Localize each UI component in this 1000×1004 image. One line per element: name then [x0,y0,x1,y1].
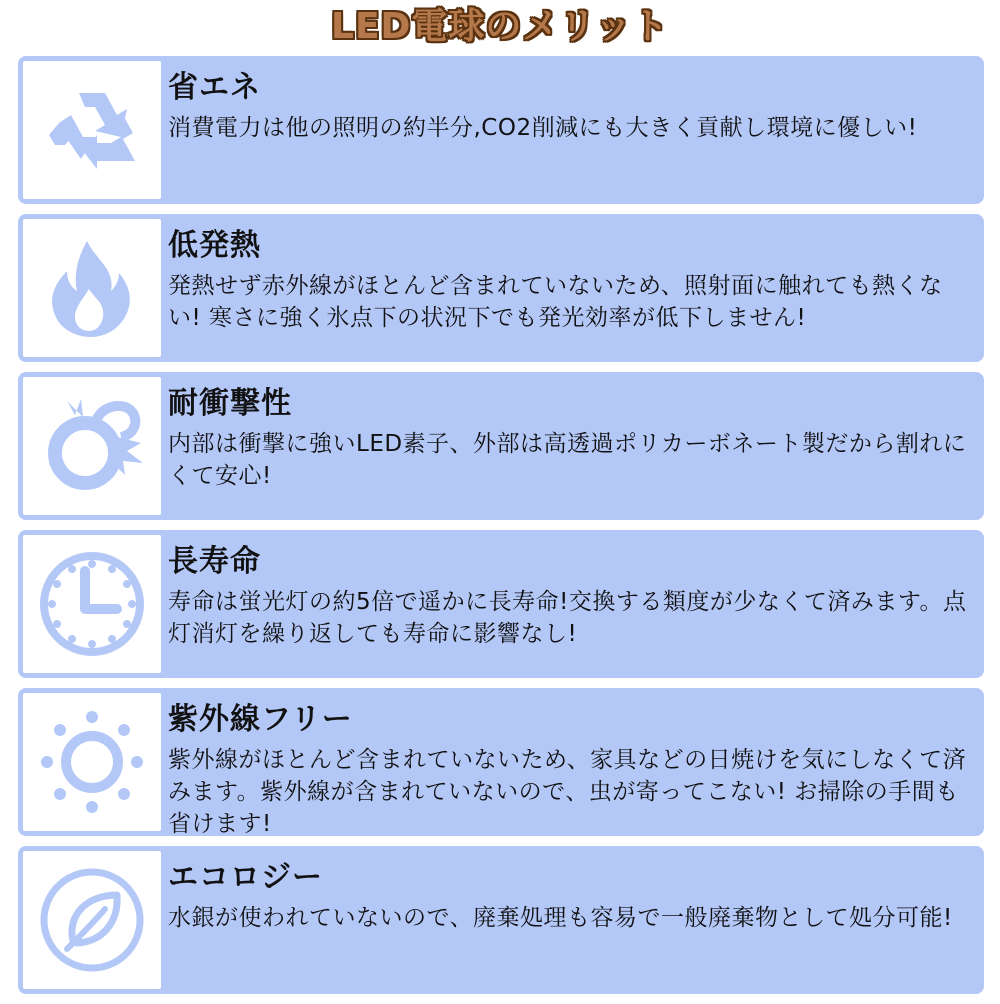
card-description: 消費電力は他の照明の約半分,CO2削減にも大きく貢献し環境に優しい! [168,115,918,141]
merit-card-uv-free [18,688,984,836]
card-title: 長寿命 [168,544,261,579]
icon-box [23,693,161,831]
merit-card-shock [18,372,984,520]
impact-icon [37,391,147,501]
icon-box [23,851,161,989]
icon-box [23,219,161,357]
card-description: 紫外線がほとんど含まれていないため、家具などの日焼けを気にしなくて済みます。紫外線が含まれていないので、虫が寄ってこない! お掃除の手間も省けます! [168,747,967,837]
card-title: 紫外線フリー [168,702,353,737]
leaf-icon [37,865,147,975]
merit-list [18,56,984,1004]
flame-icon [37,233,147,343]
card-title: 低発熱 [168,228,261,263]
icon-box [23,61,161,199]
merit-card-energy [18,56,984,204]
card-title: エコロジー [168,860,323,895]
icon-box [23,535,161,673]
merit-card-low-heat [18,214,984,362]
card-description: 内部は衝撃に強いLED素子、外部は高透過ポリカーボネート製だから割れにくて安心! [168,431,967,489]
recycle-icon [37,75,147,185]
clock-icon [37,549,147,659]
card-description: 発熱せず赤外線がほとんど含まれていないため、照射面に触れても熱くない! 寒さに強く氷点下の状況下でも発光効率が低下しません! [168,273,943,331]
card-description: 寿命は蛍光灯の約5倍で遥かに長寿命!交換する類度が少なくて済みます。点灯消灯を繰り返しても寿命に影響なし! [168,589,967,647]
merit-card-ecology [18,846,984,994]
card-title: 耐衝撃性 [168,386,292,421]
card-description: 水銀が使われていないので、廃棄処理も容易で一般廃棄物として処分可能! [168,905,953,931]
card-title: 省エネ [168,70,261,105]
sun-icon [37,707,147,817]
page-title: LED電球のメリット [331,6,669,47]
icon-box [23,377,161,515]
merit-card-long-life [18,530,984,678]
